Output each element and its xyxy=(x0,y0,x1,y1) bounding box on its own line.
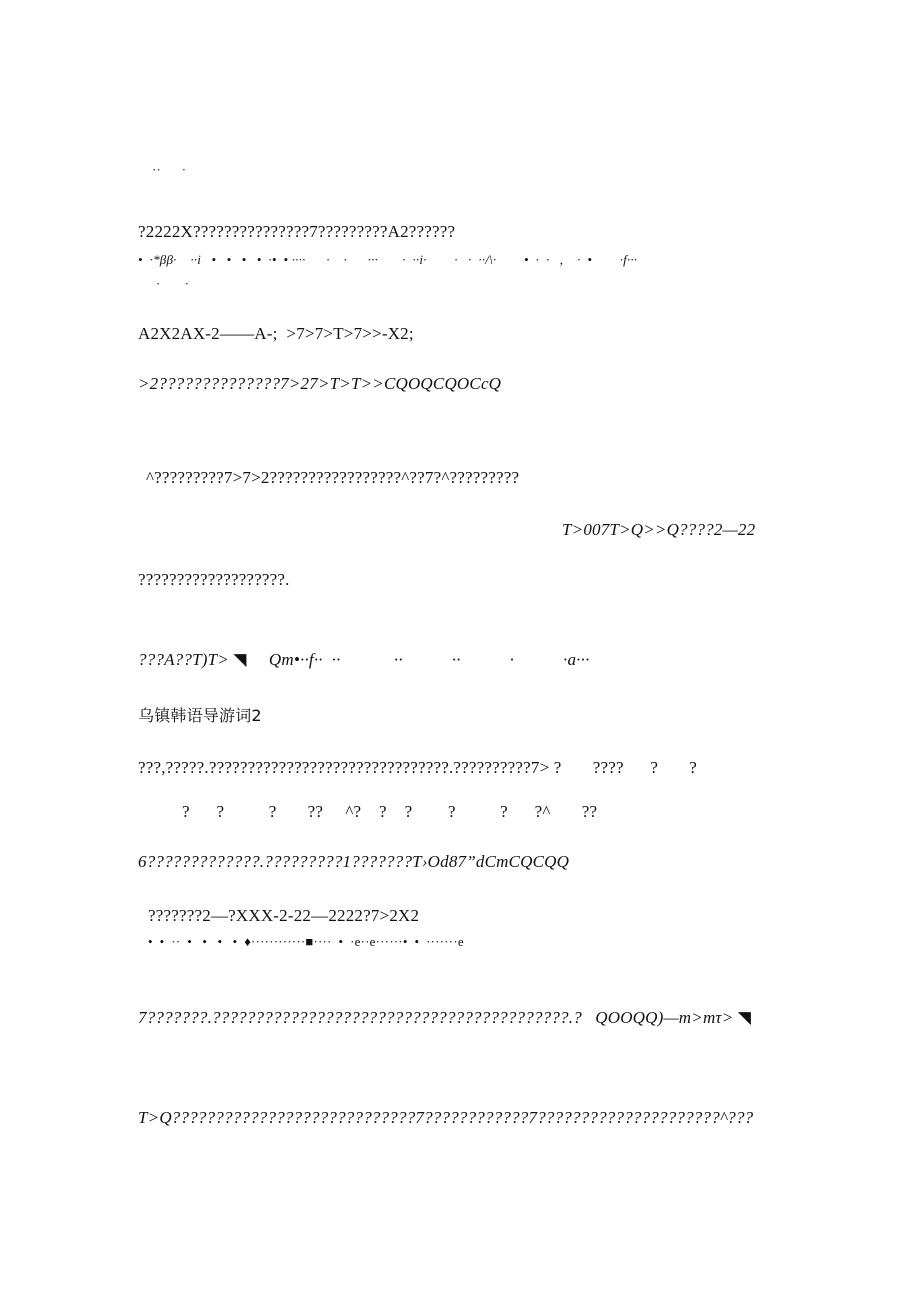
text-line: T>007T>Q>>Q????2—22 xyxy=(562,520,756,539)
text-line: A2X2AX-2——A-; >7>7>T>7>>-X2; xyxy=(138,324,414,343)
text-line: ???,?????.???????????????????????????????.??????????7> ? ???? ? ? xyxy=(138,758,698,777)
text-line: • • ·· • • • • ♦············■···· • ·e··e······• • ·······e xyxy=(148,934,464,949)
text-line: ?2222X???????????????7?????????A2?????? xyxy=(138,222,456,241)
text-line: >2??????????????7>27>T>T>>CQOQCQOCcQ xyxy=(138,374,502,393)
text-line: · · xyxy=(156,276,190,291)
text-line: • ·*ββ· ··i • • • • ·• • ···· · · ··· · ··i· · · ··/\· • · · , · • ·f··· xyxy=(138,252,638,267)
section-heading: 乌镇韩语导游词2 xyxy=(138,706,262,725)
text-line: ·· · xyxy=(152,162,187,177)
text-line: 7???????.?????????????????????????????????????????.? QOOQQ)—m>mτ> ◥ xyxy=(138,1008,752,1027)
text-line: 6?????????????.?????????1???????T›Od87”dCmCQCQQ xyxy=(138,852,570,871)
text-line: ^?????????7>7>2?????????????????^??7?^????????? xyxy=(146,468,520,487)
text-line: ? ? ? ?? ^? ? ? ? ? ?^ ?? xyxy=(182,802,598,821)
text-line: ???????????????????. xyxy=(138,570,290,589)
text-line: ???????2—?XXX-2-22—2222?7>2X2 xyxy=(148,906,420,925)
text-line: T>Q????????????????????????????7????????????7?????????????????????^??? xyxy=(138,1108,754,1127)
text-line: ???A??T)T> ◥ Qm•··f·· ·· ·· ·· · ·a··· xyxy=(138,650,590,669)
